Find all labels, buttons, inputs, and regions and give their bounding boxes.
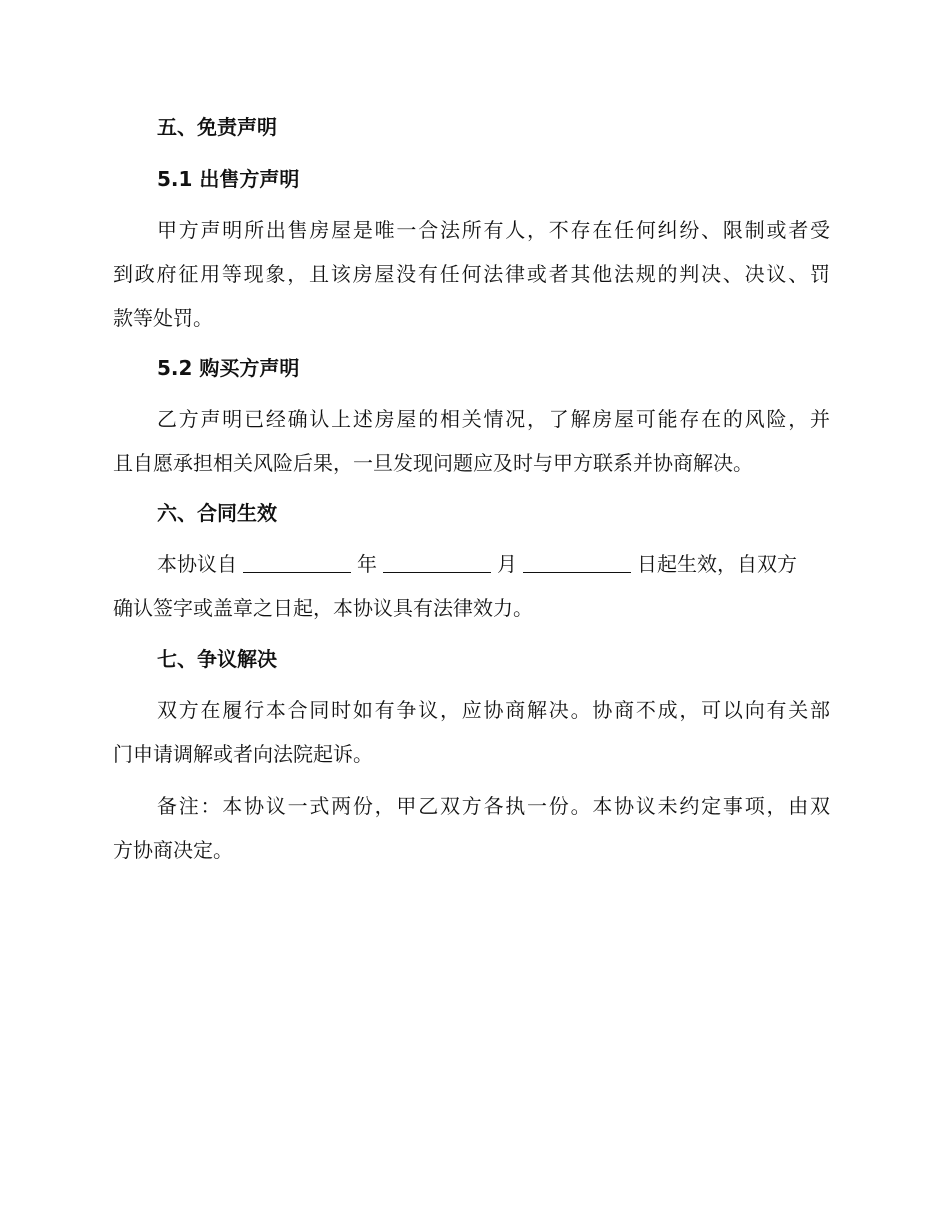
effective-date-line: [157, 551, 830, 577]
note-line: 方协商决定。: [113, 838, 233, 862]
year-label: 年: [357, 552, 377, 576]
paragraph-line: 甲方声明所出售房屋是唯一合法所有人，不存在任何纠纷、限制或者受: [157, 218, 830, 242]
subsection-heading-seller: 5.1 出售方声明: [157, 167, 300, 191]
paragraph-line: 门申请调解或者向法院起诉。: [113, 742, 373, 766]
section-heading-dispute: 七、争议解决: [157, 647, 277, 671]
effective-date-suffix: 日起生效，自双方: [637, 552, 797, 576]
note-line: 备注：本协议一式两份，甲乙双方各执一份。本协议未约定事项，由双: [157, 794, 830, 818]
paragraph-line: 乙方声明已经确认上述房屋的相关情况，了解房屋可能存在的风险，并: [157, 407, 830, 431]
year-blank-field[interactable]: [243, 552, 351, 573]
month-blank-field[interactable]: [383, 552, 491, 573]
day-blank-field[interactable]: [523, 552, 631, 573]
paragraph-line: 款等处罚。: [113, 306, 213, 330]
effective-date-prefix: 本协议自: [157, 552, 237, 576]
paragraph-line: 且自愿承担相关风险后果，一旦发现问题应及时与甲方联系并协商解决。: [113, 451, 753, 475]
paragraph-line: 确认签字或盖章之日起，本协议具有法律效力。: [113, 596, 533, 620]
section-heading-disclaimer: 五、免责声明: [157, 115, 277, 139]
paragraph-line: 到政府征用等现象，且该房屋没有任何法律或者其他法规的判决、决议、罚: [113, 262, 830, 286]
section-heading-effectiveness: 六、合同生效: [157, 501, 277, 525]
month-label: 月: [497, 552, 517, 576]
subsection-heading-buyer: 5.2 购买方声明: [157, 356, 300, 380]
paragraph-line: 双方在履行本合同时如有争议，应协商解决。协商不成，可以向有关部: [157, 698, 830, 722]
